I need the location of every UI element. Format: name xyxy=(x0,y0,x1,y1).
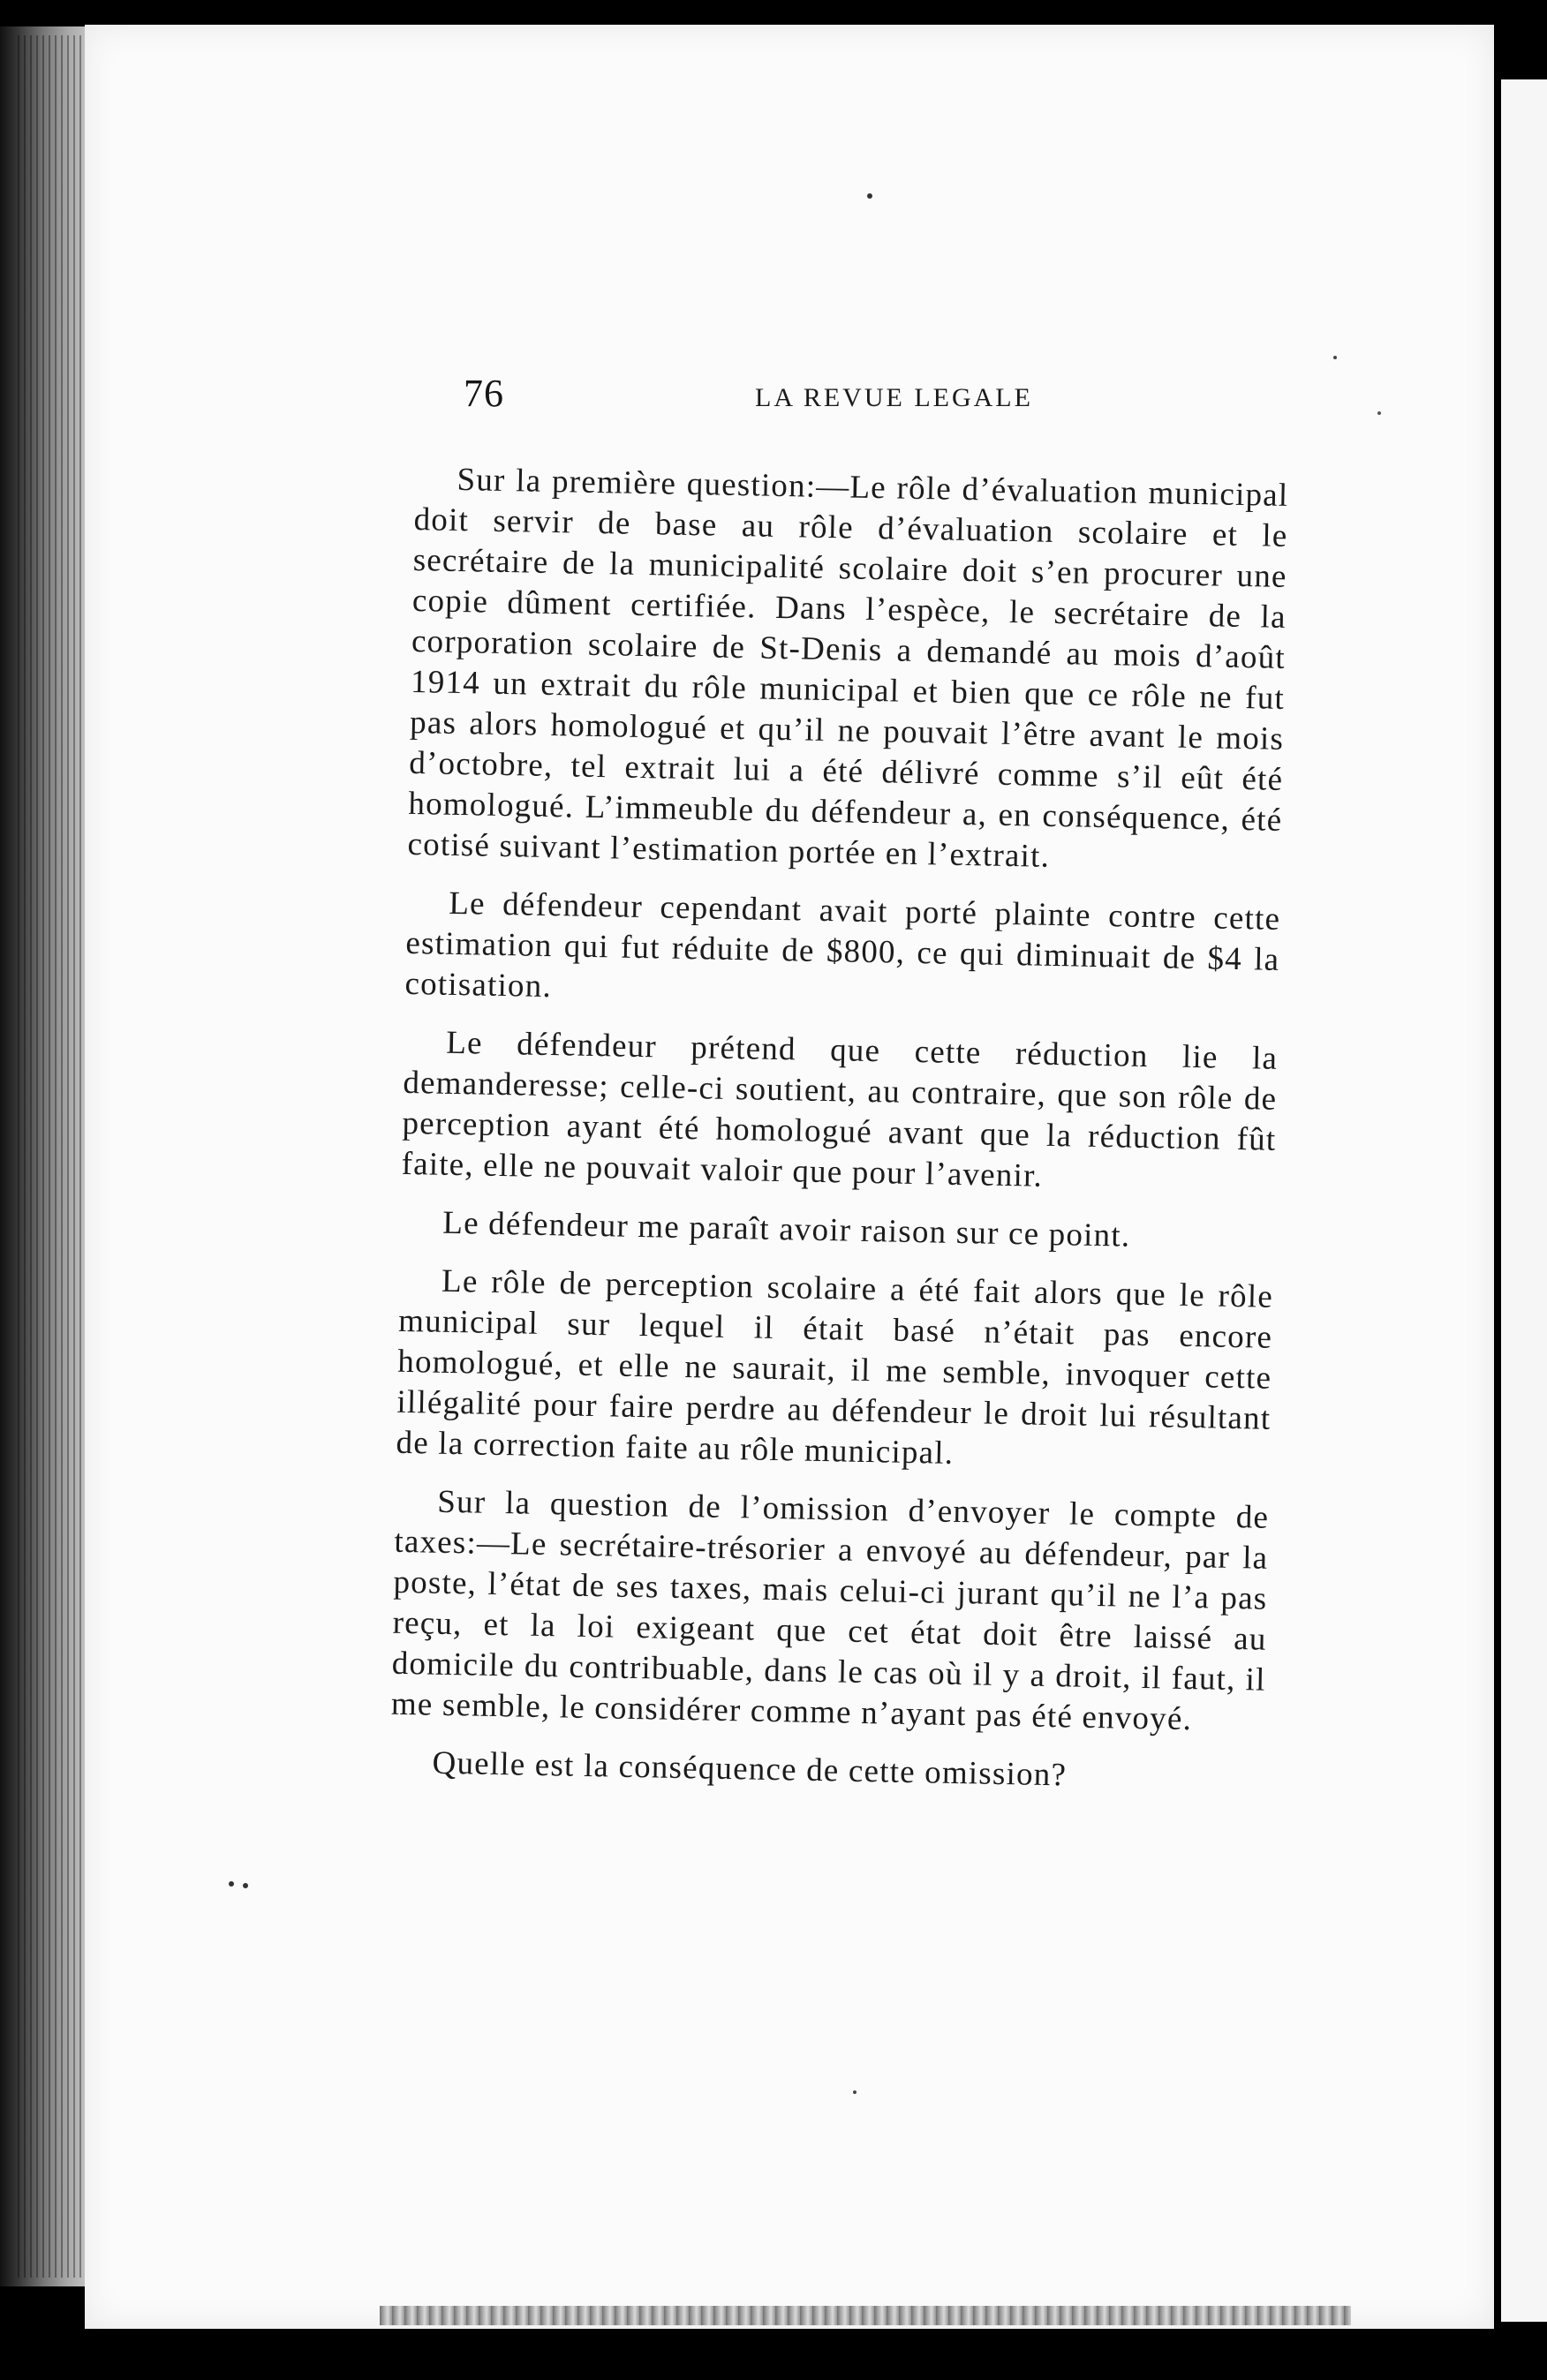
page-header xyxy=(464,371,1347,424)
paragraph: Quelle est la conséquence de cette omission? xyxy=(432,1744,1068,1794)
paragraph: Sur la question de l’omission d’envoyer le compte de taxes:—Le secrétaire-trésorier a envoyé au défendeur, par la poste, l’état de ses taxes, mais celui-ci jurant qu’il ne l’a pas reçu, et la loi exigeant que cet état doit être laissé au domicile du contribuable, dans le cas où il y a droit, il faut, il me semble, le considérer comme n’ayant pas été envoyé. xyxy=(390,1483,1270,1738)
page-number: 76 xyxy=(464,372,504,415)
paragraph: Le défendeur cependant avait porté plainte contre cette estimation qui fut réduite de $800, ce qui diminuait de $4 la cotisation. xyxy=(404,885,1281,1005)
paragraph: Le rôle de perception scolaire a été fait alors que le rôle municipal sur lequel il était basé n’était pas encore homologué, et elle ne saurait, il me semble, invoquer cette illégalité pour faire perdre au défendeur le droit lui résultant de la correction faite au rôle municipal. xyxy=(396,1262,1274,1472)
adjacent-page-edge xyxy=(1501,79,1547,2322)
paragraph: Le défendeur prétend que cette réduction lie la demanderesse; celle-ci soutient, au contraire, que son rôle de perception ayant été homologué avant que la réduction fût faite, elle ne pouvait valoir que pour l’avenir. xyxy=(401,1024,1279,1194)
paragraph: Le défendeur me paraît avoir raison sur ce point. xyxy=(442,1204,1131,1254)
paragraph: Sur la première question:—Le rôle d’évaluation municipal doit servir de base au rôle d’évaluation scolaire et le secrétaire de la municipalité scolaire doit s’en procurer une copie dûment certifiée. Dans l’espèce, le secrétaire de la corporation scolaire de St-Denis a demandé au mois d’août 1914 un extrait du rôle municipal et bien que ce rôle ne fut pas alors homologué et qu’il ne pouvait l’être avant le mois d’octobre, tel extrait lui a été délivré comme s’il eût été homologué. L’immeuble du défendeur a, en conséquence, été cotisé suivant l’estimation portée en l’extrait. xyxy=(407,461,1289,875)
body-text xyxy=(389,459,1289,1818)
page-edges xyxy=(18,35,88,2278)
page-bottom-edge xyxy=(380,2306,1351,2325)
running-head: LA REVUE LEGALE xyxy=(755,383,1033,412)
